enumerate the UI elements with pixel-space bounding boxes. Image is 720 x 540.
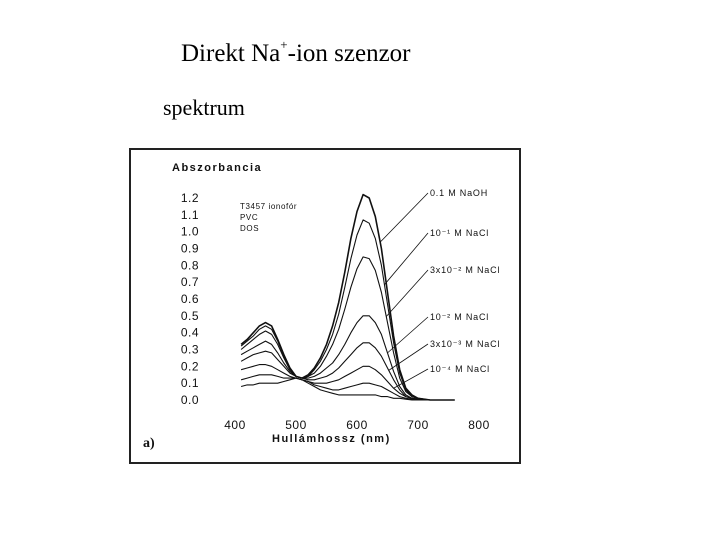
series-leader-line [380,193,428,242]
series-label: 10⁻² M NaCl [430,312,490,322]
y-tick-label: 1.2 [180,191,199,205]
x-tick-label: 800 [468,418,490,432]
y-tick-label: 0.4 [180,325,199,340]
y-tick-label: 0.0 [180,393,199,407]
y-tick-label: 0.5 [180,308,199,323]
y-tick-label: 0.9 [180,241,199,256]
y-tick-label: 1.0 [180,224,199,239]
x-tick-label: 400 [224,418,246,432]
series-line [241,220,455,400]
x-axis-title: Hullámhossz (nm) [272,433,391,445]
slide-subtitle: spektrum [163,95,245,120]
y-axis-title: Abszorbancia [172,162,263,174]
annotation-line: PVC [240,213,259,222]
y-tick-label: 0.2 [180,359,199,374]
x-tick-label: 600 [346,418,368,432]
y-tick-label: 0.8 [180,258,199,273]
annotation-line: T3457 ionofór [240,202,298,211]
annotation-line: DOS [240,224,260,233]
panel-label: a) [143,436,155,451]
series-label: 3x10⁻³ M NaCl [430,339,501,349]
series-line [241,343,455,400]
y-tick-label: 1.1 [180,207,199,222]
y-tick-label: 0.3 [180,342,199,357]
series-line [241,378,455,400]
title-main: Direkt Na [181,40,281,67]
title-rest: -ion szenzor [287,40,411,67]
series-label: 10⁻⁴ M NaCl [430,364,490,374]
series-label: 0.1 M NaOH [430,188,489,198]
series-label: 3x10⁻² M NaCl [430,265,501,275]
series-line [241,375,455,400]
y-tick-label: 0.7 [180,275,199,290]
series-label: 10⁻¹ M NaCl [430,228,490,238]
x-tick-label: 500 [285,418,307,432]
y-tick-label: 0.1 [180,376,199,391]
x-tick-label: 700 [407,418,429,432]
y-tick-label: 0.6 [180,292,199,306]
series-leader-line [386,270,428,317]
title-superscript: + [280,37,288,52]
